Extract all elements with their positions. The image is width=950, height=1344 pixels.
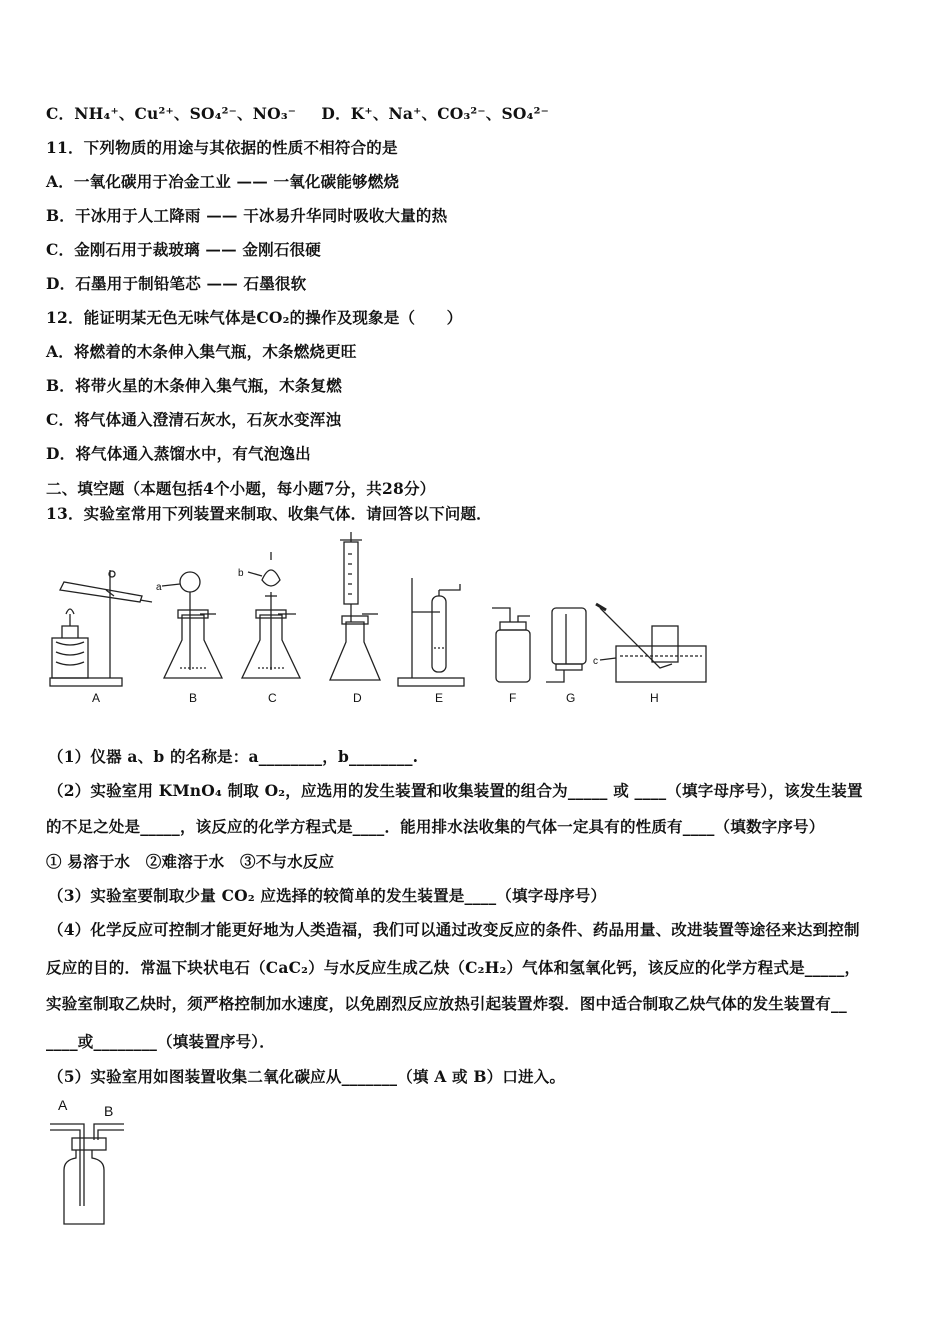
q13-part-2-line-3: ① 易溶于水 ②难溶于水 ③不与水反应 [46, 852, 335, 871]
q13-part-5: （5）实验室用如图装置收集二氧化碳应从_______（填 A 或 B）口进入。 [48, 1067, 566, 1086]
q13-part-1: （1）仪器 a、b 的名称是：a________，b________. [48, 747, 419, 766]
label-c: C [268, 691, 277, 705]
q12-option-b: B．将带火星的木条伸入集气瓶，木条复燃 [46, 376, 342, 395]
q10-option-c: C．NH₄⁺、Cu²⁺、SO₄²⁻、NO₃⁻ [46, 104, 297, 123]
label-e: E [435, 691, 444, 705]
q13-part-4-line-4: ____或________（填装置序号）． [46, 1032, 275, 1051]
q10-option-d: D．K⁺、Na⁺、CO₃²⁻、SO₄²⁻ [321, 104, 549, 123]
apparatus-b [156, 572, 222, 705]
label-h: H [650, 691, 659, 705]
q11-option-b: B．干冰用于人工降雨 —— 干冰易升华同时吸收大量的热 [46, 206, 448, 225]
label-g: G [566, 691, 576, 705]
q13-part-4-line-3: 实验室制取乙炔时，须严格控制加水速度，以免剧烈反应放热引起装置炸裂．图中适合制取乙炔气体的发生装置有__ [46, 994, 847, 1013]
bottle-label-a: A [58, 1097, 68, 1113]
label-f: F [509, 691, 517, 705]
q12-stem: 12．能证明某无色无味气体是CO₂的操作及现象是（ ） [46, 308, 463, 327]
bottle-label-b: B [104, 1103, 114, 1119]
q13-stem: 13．实验室常用下列装置来制取、收集气体．请回答以下问题． [46, 504, 492, 523]
label-d: D [353, 691, 362, 705]
q13-part-2-line-1: （2）实验室用 KMnO₄ 制取 O₂，应选用的发生装置和收集装置的组合为_____ 或 ____（填字母序号），该发生装置 [48, 781, 863, 800]
apparatus-f [492, 608, 530, 705]
tag-b: b [238, 568, 244, 579]
section-fill-in-title: 二、填空题（本题包括4个小题，每小题7分，共28分） [46, 479, 436, 498]
apparatus-a [50, 570, 152, 705]
q13-part-3: （3）实验室要制取少量 CO₂ 应选择的较简单的发生装置是____（填字母序号） [48, 886, 607, 905]
q12-option-a: A．将燃着的木条伸入集气瓶，木条燃烧更旺 [46, 342, 357, 361]
lab-apparatus-figure [40, 530, 720, 715]
q13-part-4-line-2: 反应的目的．常温下块状电石（CaC₂）与水反应生成乙炔（C₂H₂）气体和氢氧化钙，该反应的化学方程式是_____， [46, 958, 861, 977]
q12-option-c: C．将气体通入澄清石灰水，石灰水变浑浊 [46, 410, 342, 429]
label-b: B [189, 691, 198, 705]
q13-part-4-line-1: （4）化学反应可控制才能更好地为人类造福，我们可以通过改变反应的条件、药品用量、改进装置等途径来达到控制 [48, 920, 860, 939]
apparatus-e [398, 578, 464, 705]
apparatus-d [330, 532, 380, 705]
apparatus-h [593, 604, 706, 705]
q11-option-c: C．金刚石用于裁玻璃 —— 金刚石很硬 [46, 240, 321, 259]
apparatus-g [546, 608, 586, 705]
q11-option-d: D．石墨用于制铅笔芯 —— 石墨很软 [46, 274, 307, 293]
q10-option-c-line [46, 102, 549, 124]
apparatus-c [238, 552, 300, 705]
tag-c: c [593, 656, 598, 667]
q12-option-d: D．将气体通入蒸馏水中，有气泡逸出 [46, 444, 311, 463]
q11-option-a: A．一氧化碳用于冶金工业 —— 一氧化碳能够燃烧 [46, 172, 400, 191]
tag-a: a [156, 582, 162, 593]
label-a: A [92, 691, 101, 705]
q11-stem: 11．下列物质的用途与其依据的性质不相符合的是 [46, 138, 398, 157]
gas-bottle-figure [44, 1094, 144, 1234]
q13-part-2-line-2: 的不足之处是_____，该反应的化学方程式是____．能用排水法收集的气体一定具有的性质有____（填数字序号） [46, 817, 825, 836]
